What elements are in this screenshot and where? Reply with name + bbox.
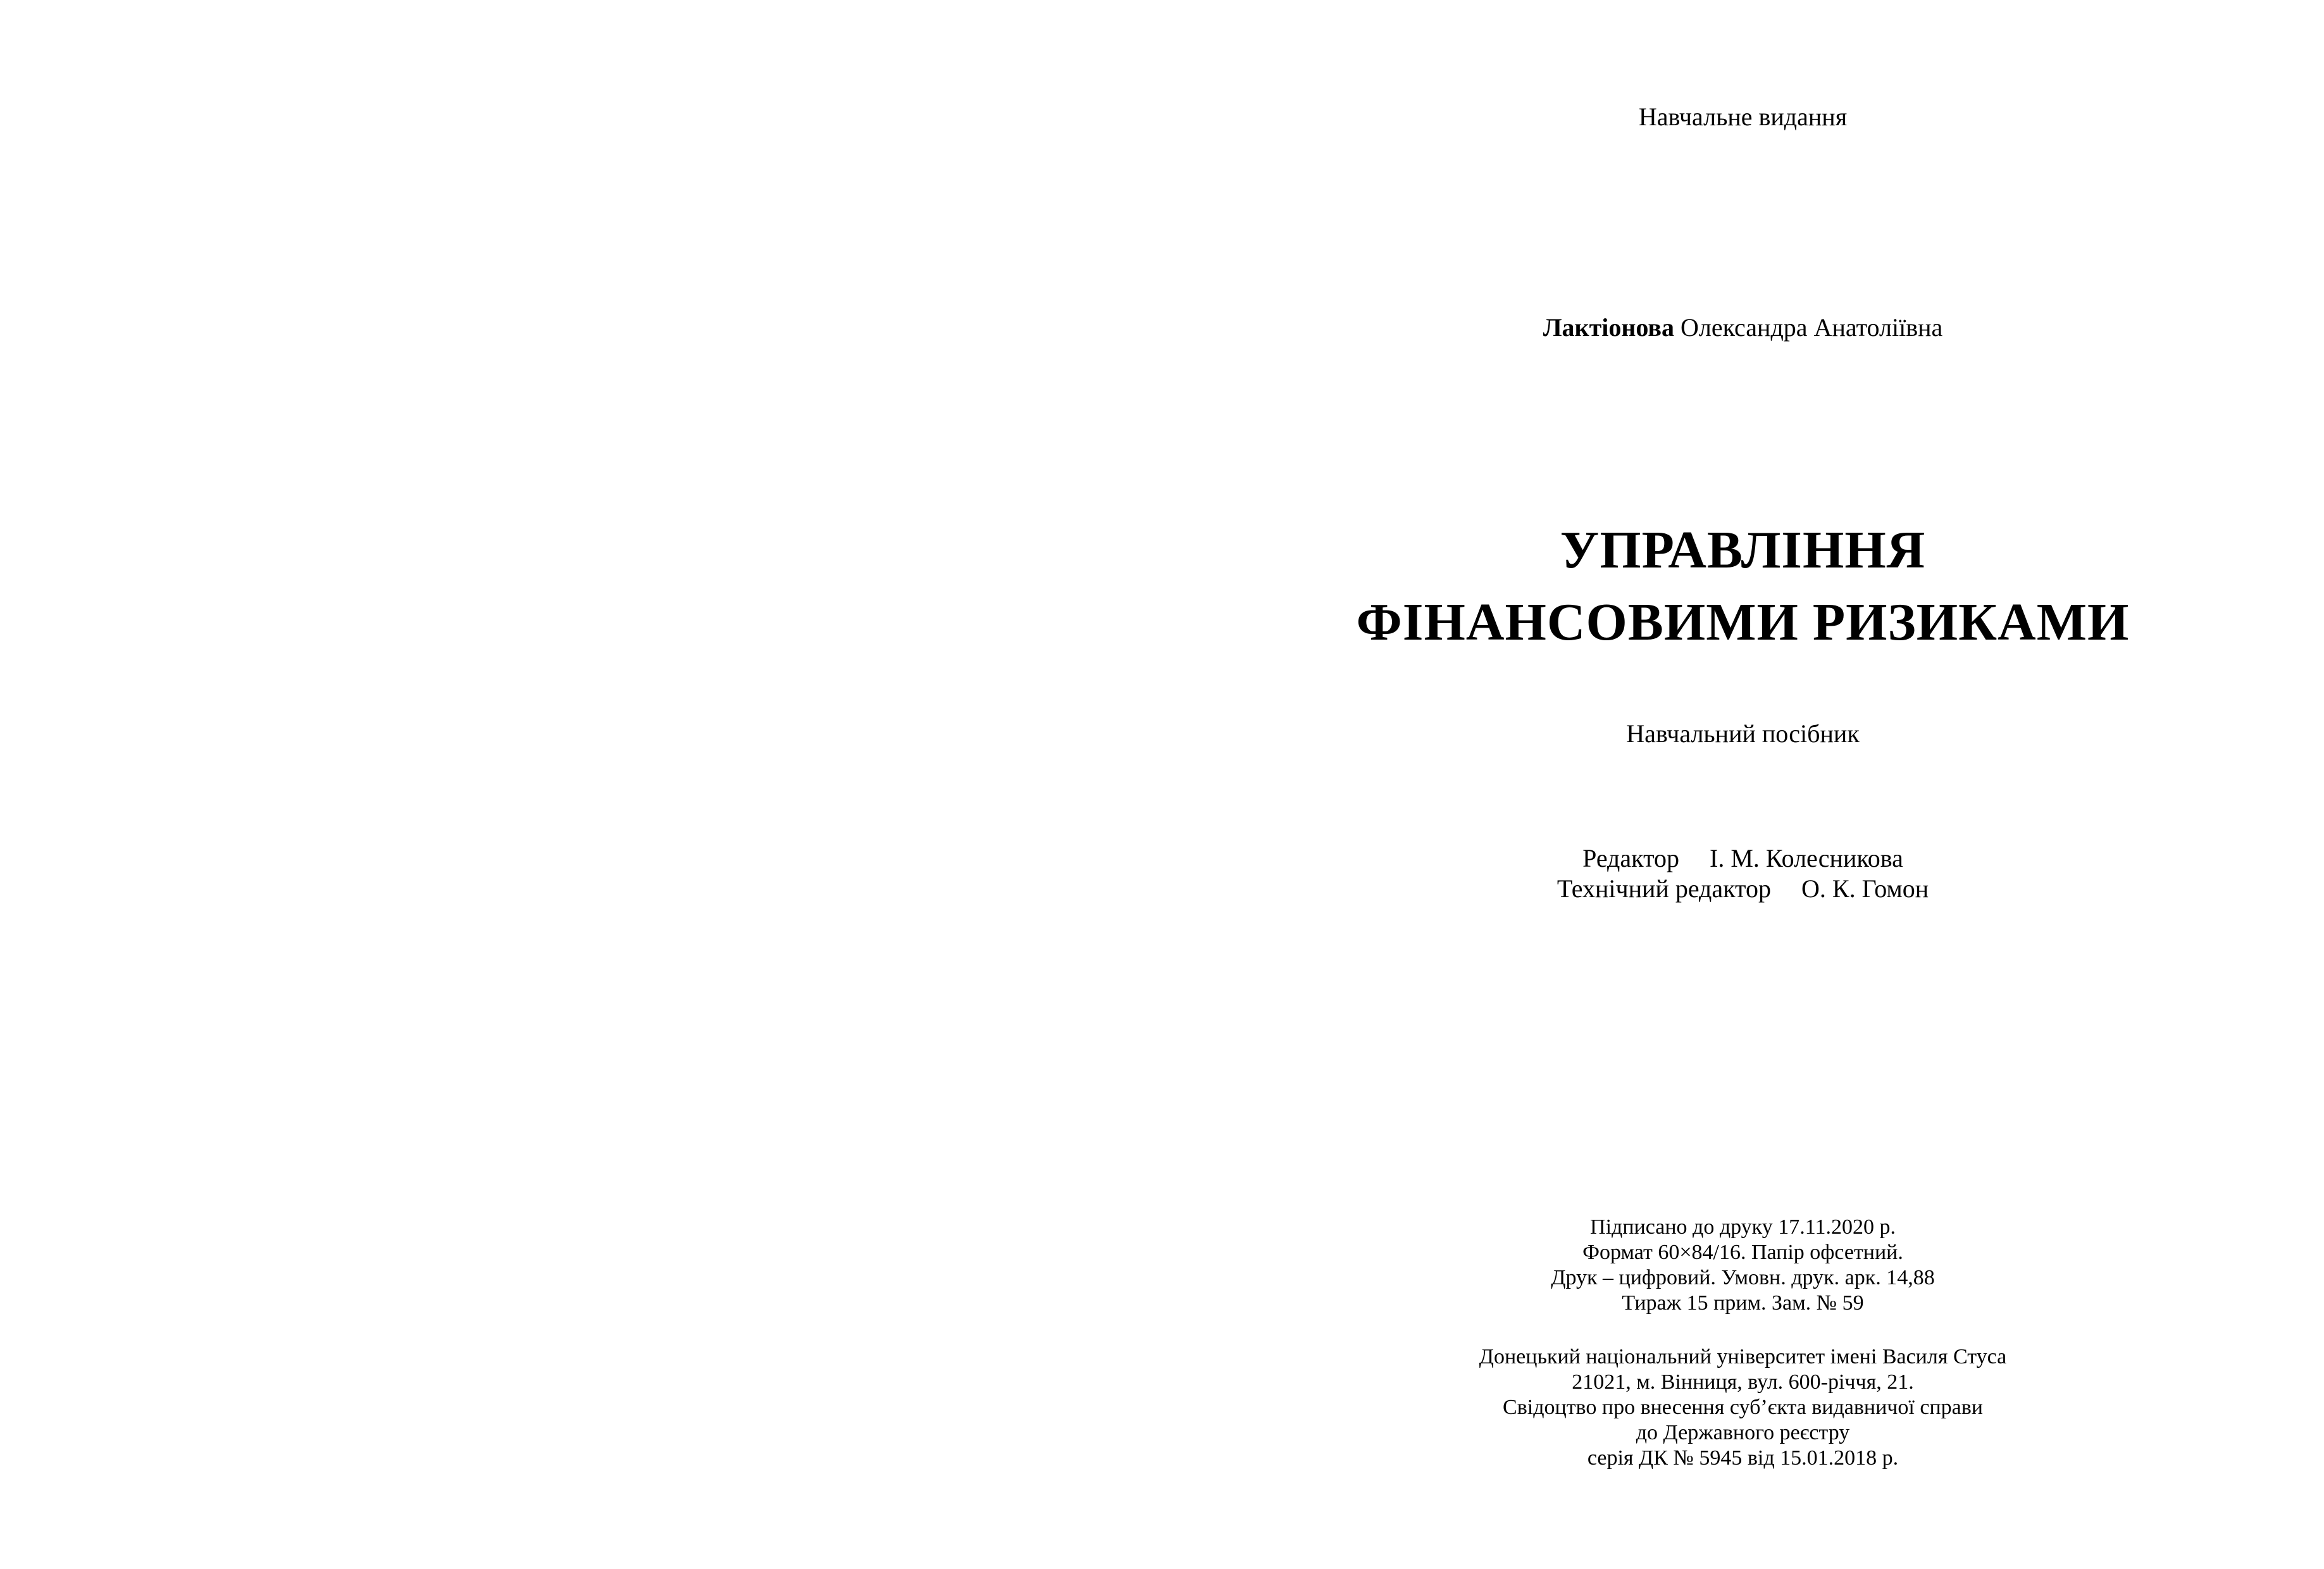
author-surname: Лактіонова xyxy=(1543,313,1675,342)
author-given-names: Олександра Анатоліївна xyxy=(1681,313,1943,342)
print-info-line: Підписано до друку 17.11.2020 р. xyxy=(1590,1215,1896,1239)
publisher-info-line: до Державного реєстру xyxy=(1636,1421,1850,1444)
technical-editor-name: О. К. Гомон xyxy=(1801,874,1929,903)
publisher-info-line: 21021, м. Вінниця, вул. 600-річчя, 21. xyxy=(1572,1370,1914,1394)
book-title-line-2: ФІНАНСОВИМИ РИЗИКАМИ xyxy=(1356,593,2130,652)
editor-role: Редактор xyxy=(1582,844,1680,872)
editor-name: І. М. Колесникова xyxy=(1710,844,1903,872)
print-info-line: Формат 60×84/16. Папір офсетний. xyxy=(1582,1241,1903,1264)
publisher-info-line: Донецький національний університет імені Василя Стуса xyxy=(1479,1345,2007,1368)
title-page xyxy=(1162,0,2324,1569)
publisher-info-line: серія ДК № 5945 від 15.01.2018 р. xyxy=(1587,1446,1899,1470)
series-label: Навчальне видання xyxy=(1638,102,1848,131)
editor-credit xyxy=(1162,846,2324,871)
author-name xyxy=(1162,315,2324,340)
print-info-line: Тираж 15 прим. Зам. № 59 xyxy=(1622,1291,1864,1315)
book-subtitle: Навчальний посібник xyxy=(1626,719,1860,748)
publisher-info-line: Свідоцтво про внесення суб’єкта видавничої справи xyxy=(1503,1396,1983,1419)
technical-editor-credit xyxy=(1162,876,2324,902)
technical-editor-role: Технічний редактор xyxy=(1557,874,1772,903)
print-info-line: Друк – цифровий. Умовн. друк. арк. 14,88 xyxy=(1551,1266,1935,1289)
book-title-line-1: УПРАВЛІННЯ xyxy=(1560,521,1926,580)
